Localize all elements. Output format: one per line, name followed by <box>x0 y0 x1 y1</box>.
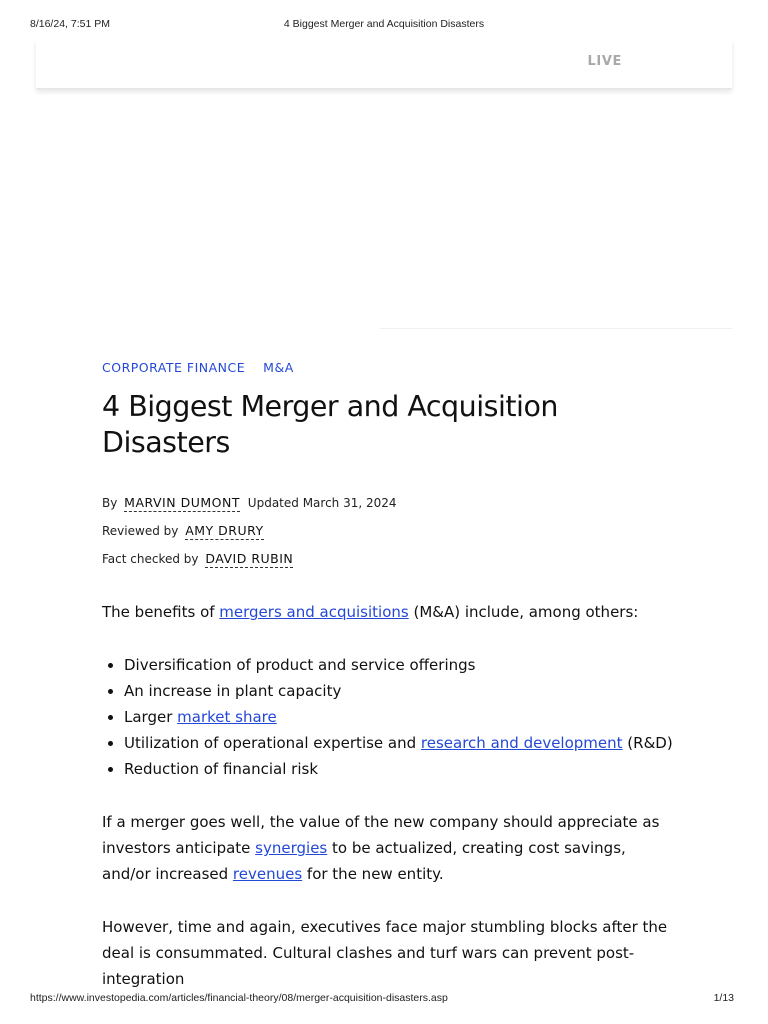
research-and-development-link[interactable]: research and development <box>420 734 623 752</box>
print-footer <box>30 992 738 1006</box>
divider <box>380 328 732 329</box>
intro-paragraph <box>102 599 672 625</box>
print-header <box>30 18 738 32</box>
list-item <box>124 678 682 704</box>
benefits-list <box>102 652 682 782</box>
factchecker-link[interactable]: DAVID RUBIN <box>205 551 294 566</box>
list-item-text: Reduction of financial risk <box>124 760 319 778</box>
reviewer-link[interactable]: AMY DRURY <box>185 523 264 538</box>
factcheck-prefix: Fact checked by <box>102 552 199 566</box>
intro-text-before: The benefits of <box>102 603 220 621</box>
live-link[interactable]: LIVE <box>587 54 622 69</box>
paragraph-stumbling-blocks: However, time and again, executives face major stumbling blocks after the deal is consummated. Cultural clashes and turf wars can prevent post-integration <box>102 918 668 988</box>
synergies-link[interactable]: synergies <box>255 839 328 857</box>
print-page-title: 4 Biggest Merger and Acquisition Disasters <box>283 18 485 30</box>
paragraph-text: to be actualized, creating cost savings, and/or increased <box>102 839 626 883</box>
mergers-and-acquisitions-link[interactable]: mergers and acquisitions <box>219 603 409 621</box>
list-item-text: Larger <box>124 708 178 726</box>
intro-text-after: (M&A) include, among others: <box>408 603 639 621</box>
paragraph-text: for the new entity. <box>302 865 444 883</box>
reviewer-row <box>102 521 682 549</box>
breadcrumb <box>102 360 682 375</box>
category-link-corporate-finance[interactable]: CORPORATE FINANCE <box>102 360 246 375</box>
article-title: 4 Biggest Merger and Acquisition Disasters <box>102 390 558 459</box>
reviewed-prefix: Reviewed by <box>102 524 179 538</box>
byline <box>102 493 682 577</box>
updated-date: Updated March 31, 2024 <box>247 496 397 510</box>
article-body <box>102 599 682 992</box>
author-link[interactable]: MARVIN DUMONT <box>124 495 240 510</box>
market-share-link[interactable]: market share <box>177 708 277 726</box>
paragraph-synergies <box>102 809 672 887</box>
author-row <box>102 493 682 521</box>
print-date: 8/16/24, 7:51 PM <box>30 18 110 30</box>
list-item <box>124 652 682 678</box>
list-item-text: An increase in plant capacity <box>124 682 342 700</box>
list-item-text: Utilization of operational expertise and <box>124 734 421 752</box>
by-prefix: By <box>102 496 118 510</box>
list-item-text: (R&D) <box>622 734 673 752</box>
paragraph-text: If a merger goes well, the value of the new company should appreciate as investors anticipate <box>102 813 660 857</box>
site-header <box>36 40 732 89</box>
list-item <box>124 756 682 782</box>
list-item <box>124 730 682 756</box>
article <box>102 360 682 1019</box>
revenues-link[interactable]: revenues <box>232 865 303 883</box>
print-url: https://www.investopedia.com/articles/financial-theory/08/merger-acquisition-disasters.asp <box>30 992 448 1004</box>
list-item <box>124 704 682 730</box>
page-number: 1/13 <box>713 992 734 1004</box>
factcheck-row <box>102 549 682 577</box>
list-item-text: Diversification of product and service offerings <box>124 656 476 674</box>
category-link-m-and-a[interactable]: M&A <box>263 360 294 375</box>
ad-placeholder <box>36 96 732 328</box>
